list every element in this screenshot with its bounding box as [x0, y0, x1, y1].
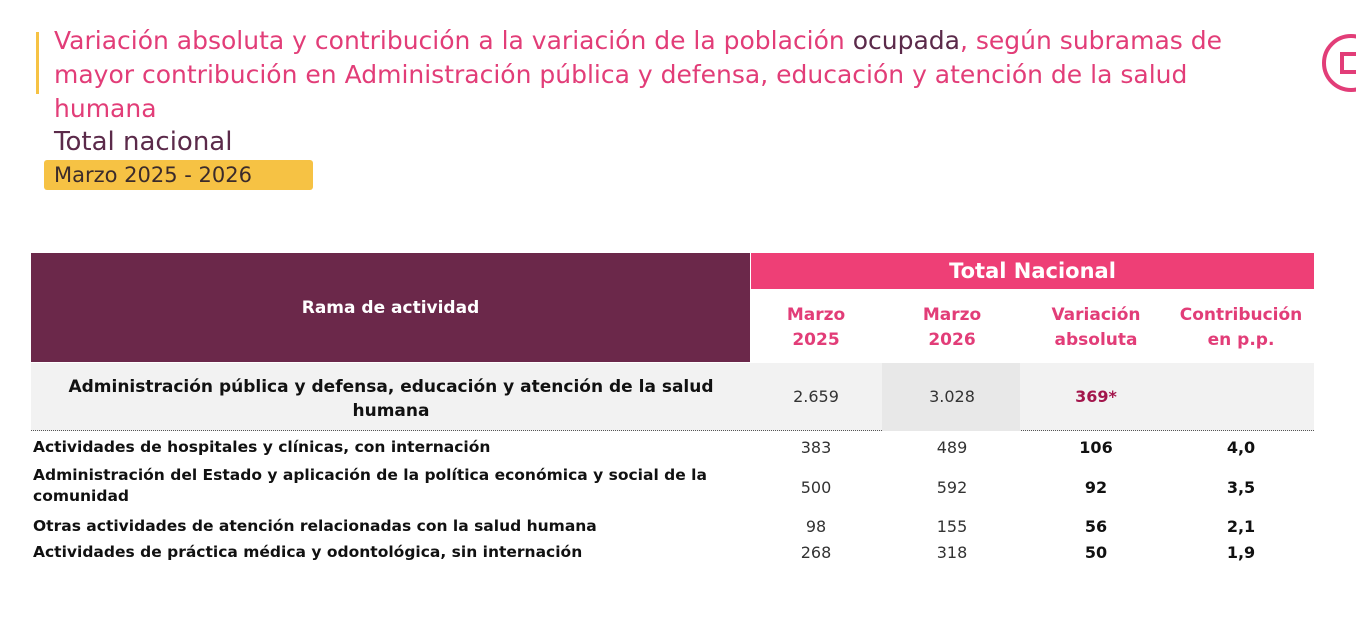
row-label: Administración del Estado y aplicación de la política económica y social de la comunidad [33, 466, 707, 505]
cell-contribucion: 3,5 [1226, 478, 1256, 497]
cell-variacion: 369* [1075, 387, 1117, 406]
cell-marzo-2026: 592 [936, 478, 968, 497]
title-accent-bar [36, 32, 39, 94]
column-header-contribucion [1171, 303, 1311, 353]
cell-marzo-2025: 268 [800, 543, 832, 562]
column-header-line: Marzo [786, 305, 846, 325]
period-badge: Marzo 2025 - 2026 [44, 160, 313, 190]
cell-marzo-2026: 3.028 [929, 387, 975, 406]
page-title [54, 24, 1254, 126]
column-header-line: absoluta [1054, 330, 1138, 350]
brand-logo-icon [1322, 34, 1356, 92]
cell-marzo-2025: 2.659 [793, 387, 839, 406]
cell-contribucion: 1,9 [1226, 543, 1256, 562]
row-label: Actividades de hospitales y clínicas, con internación [33, 438, 491, 456]
row-label: Administración pública y defensa, educación y atención de la salud humana [68, 377, 714, 421]
cell-marzo-2025: 98 [805, 517, 827, 536]
page-subtitle: Total nacional [54, 127, 233, 157]
title-text-2: , según subramas de mayor contribución en Administración pública y defensa, educación y atención de la salud humana [54, 26, 1223, 123]
cell-marzo-2026: 155 [936, 517, 968, 536]
row-label: Otras actividades de atención relacionadas con la salud humana [33, 517, 597, 535]
column-header-marzo-2026 [882, 303, 1022, 353]
cell-marzo-2026: 318 [936, 543, 968, 562]
column-header-line: Contribución [1179, 305, 1303, 325]
cell-variacion: 50 [1084, 543, 1108, 562]
cell-variacion: 56 [1084, 517, 1108, 536]
column-header-line: Marzo [922, 305, 982, 325]
cell-marzo-2026: 489 [936, 438, 968, 457]
column-header-line: 2026 [928, 330, 976, 350]
title-text-1: Variación absoluta y contribución a la variación de la población [54, 26, 853, 55]
row-label: Actividades de práctica médica y odontológica, sin internación [33, 543, 583, 561]
column-header-line: 2025 [792, 330, 840, 350]
cell-variacion: 92 [1084, 478, 1108, 497]
column-header-variacion [1026, 303, 1166, 353]
cell-contribucion: 4,0 [1226, 438, 1256, 457]
cell-contribucion: 2,1 [1226, 517, 1256, 536]
column-header-marzo-2025 [746, 303, 886, 353]
column-header-rama: Rama de actividad [31, 253, 750, 362]
cell-marzo-2025: 383 [800, 438, 832, 457]
title-text-dark: ocupada [852, 26, 960, 55]
cell-variacion: 106 [1079, 438, 1113, 457]
table-row-total-rama [31, 363, 1314, 431]
band-header-total-nacional: Total Nacional [751, 253, 1314, 289]
cell-marzo-2025: 500 [800, 478, 832, 497]
column-header-line: Variación [1051, 305, 1141, 325]
column-header-line: en p.p. [1207, 330, 1275, 350]
